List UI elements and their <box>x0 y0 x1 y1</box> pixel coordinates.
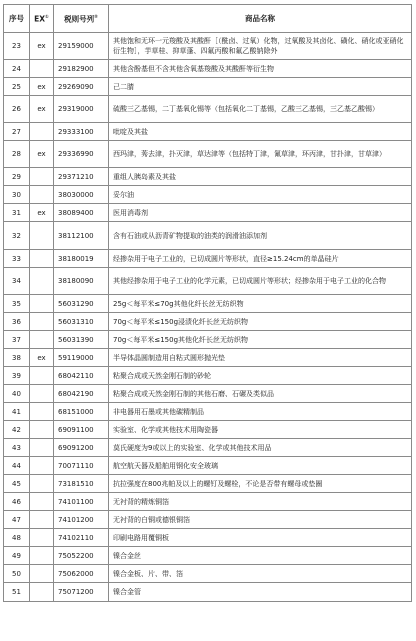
cell-seq: 34 <box>4 268 30 295</box>
cell-ex <box>30 385 54 403</box>
cell-name: 航空航天器及船舶用钢化安全玻璃 <box>109 457 412 475</box>
cell-code: 38112100 <box>54 222 109 250</box>
table-row <box>4 529 412 547</box>
cell-seq: 42 <box>4 421 30 439</box>
cell-code: 29269090 <box>54 78 109 96</box>
cell-ex: ex <box>30 141 54 168</box>
cell-name: 无衬背的精炼铜箔 <box>109 493 412 511</box>
cell-name: 镍合金管 <box>109 583 412 602</box>
cell-ex <box>30 547 54 565</box>
cell-code: 29182900 <box>54 60 109 78</box>
table-header-row <box>4 5 412 33</box>
cell-seq: 45 <box>4 475 30 493</box>
cell-code: 29319000 <box>54 96 109 123</box>
tariff-table <box>3 4 412 602</box>
table-row <box>4 204 412 222</box>
cell-name: 重组人胰岛素及其盐 <box>109 168 412 186</box>
cell-seq: 35 <box>4 295 30 313</box>
header-ex: EX① <box>30 5 54 33</box>
cell-seq: 32 <box>4 222 30 250</box>
table-row <box>4 295 412 313</box>
cell-name: 70g＜每平米≤150g其他化纤长丝无纺织物 <box>109 331 412 349</box>
table-row <box>4 141 412 168</box>
cell-code: 59119000 <box>54 349 109 367</box>
header-code: 税则号列② <box>54 5 109 33</box>
cell-seq: 47 <box>4 511 30 529</box>
cell-seq: 38 <box>4 349 30 367</box>
cell-code: 74101200 <box>54 511 109 529</box>
cell-ex <box>30 367 54 385</box>
cell-seq: 27 <box>4 123 30 141</box>
cell-name: 实验室、化学或其他技术用陶瓷器 <box>109 421 412 439</box>
cell-code: 75062000 <box>54 565 109 583</box>
cell-name: 抗拉强度在800兆帕及以上的螺钉及螺栓，不论是否带有螺母或垫圈 <box>109 475 412 493</box>
cell-name: 医用消毒剂 <box>109 204 412 222</box>
cell-name: 硫酸三乙基锡，二丁基氧化锡等（包括氧化二丁基锡，乙酸三乙基锡，三乙基乙酸锡） <box>109 96 412 123</box>
cell-ex: ex <box>30 204 54 222</box>
cell-name: 其他经掺杂用于电子工业的化学元素，已切成圆片等形状；经掺杂用于电子工业的化合物 <box>109 268 412 295</box>
table-row <box>4 475 412 493</box>
cell-ex: ex <box>30 349 54 367</box>
table-row <box>4 96 412 123</box>
cell-name: 半导体晶圆制造用自粘式圆形抛光垫 <box>109 349 412 367</box>
cell-ex <box>30 222 54 250</box>
cell-ex <box>30 168 54 186</box>
cell-ex <box>30 60 54 78</box>
cell-seq: 36 <box>4 313 30 331</box>
cell-code: 75071200 <box>54 583 109 602</box>
table-row <box>4 421 412 439</box>
cell-ex <box>30 295 54 313</box>
cell-ex <box>30 511 54 529</box>
cell-name: 吡啶及其盐 <box>109 123 412 141</box>
cell-name: 己二腈 <box>109 78 412 96</box>
cell-name: 西玛津，莠去津，扑灭津，草达津等（包括特丁津，氰草津，环丙津，甘扑津，甘草津） <box>109 141 412 168</box>
cell-seq: 28 <box>4 141 30 168</box>
cell-name: 其他含酚基但不含其他含氧基羧酸及其酸酐等衍生物 <box>109 60 412 78</box>
cell-code: 68042110 <box>54 367 109 385</box>
table-row <box>4 439 412 457</box>
cell-name: 粘聚合成或天然金刚石制的其他石磨、石碾及类似品 <box>109 385 412 403</box>
cell-seq: 49 <box>4 547 30 565</box>
table-row <box>4 583 412 602</box>
table-row <box>4 493 412 511</box>
cell-seq: 39 <box>4 367 30 385</box>
table-row <box>4 123 412 141</box>
cell-name: 非电器用石墨或其他碳精制品 <box>109 403 412 421</box>
cell-code: 68042190 <box>54 385 109 403</box>
table-row <box>4 186 412 204</box>
cell-seq: 50 <box>4 565 30 583</box>
cell-name: 印刷电路用覆铜板 <box>109 529 412 547</box>
table-row <box>4 403 412 421</box>
table-row <box>4 313 412 331</box>
cell-ex <box>30 313 54 331</box>
cell-seq: 26 <box>4 96 30 123</box>
cell-code: 56031310 <box>54 313 109 331</box>
cell-seq: 44 <box>4 457 30 475</box>
cell-code: 68151000 <box>54 403 109 421</box>
header-name: 商品名称 <box>109 5 412 33</box>
cell-seq: 46 <box>4 493 30 511</box>
cell-code: 74101100 <box>54 493 109 511</box>
cell-name: 经掺杂用于电子工业的，已切成圆片等形状，直径≥15.24cm的单晶硅片 <box>109 250 412 268</box>
cell-seq: 43 <box>4 439 30 457</box>
cell-name: 镍合金板、片、带、箔 <box>109 565 412 583</box>
cell-code: 29336990 <box>54 141 109 168</box>
cell-seq: 41 <box>4 403 30 421</box>
cell-name: 无衬背的白铜或德银铜箔 <box>109 511 412 529</box>
cell-code: 74102110 <box>54 529 109 547</box>
cell-ex <box>30 123 54 141</box>
cell-code: 38180090 <box>54 268 109 295</box>
cell-code: 56031290 <box>54 295 109 313</box>
table-row <box>4 547 412 565</box>
cell-ex <box>30 421 54 439</box>
cell-ex <box>30 475 54 493</box>
cell-ex: ex <box>30 78 54 96</box>
cell-seq: 33 <box>4 250 30 268</box>
table-row <box>4 60 412 78</box>
cell-code: 75052200 <box>54 547 109 565</box>
table-row <box>4 385 412 403</box>
cell-ex <box>30 268 54 295</box>
cell-ex <box>30 403 54 421</box>
table-row <box>4 33 412 60</box>
table-row <box>4 367 412 385</box>
cell-code: 29333100 <box>54 123 109 141</box>
cell-ex <box>30 493 54 511</box>
cell-seq: 23 <box>4 33 30 60</box>
cell-ex <box>30 186 54 204</box>
table-row <box>4 565 412 583</box>
cell-name: 其他饱和无环一元羧酸及其酸酐［（酰卤、过氧）化物，过氧酸及其卤化、磺化、硝化或亚硝化衍生物］，芋草桂、抑草蓬、四氟丙酸和氟乙酸钠除外 <box>109 33 412 60</box>
cell-ex <box>30 529 54 547</box>
table-row <box>4 78 412 96</box>
cell-code: 29371210 <box>54 168 109 186</box>
table-row <box>4 250 412 268</box>
table-row <box>4 331 412 349</box>
cell-name: 25g＜每平米≤70g其他化纤长丝无纺织物 <box>109 295 412 313</box>
cell-seq: 37 <box>4 331 30 349</box>
cell-code: 73181510 <box>54 475 109 493</box>
cell-code: 70071110 <box>54 457 109 475</box>
cell-ex <box>30 583 54 602</box>
cell-ex <box>30 565 54 583</box>
cell-name: 妥尔油 <box>109 186 412 204</box>
cell-name: 莫氏硬度为9或以上的实验室、化学或其他技术用品 <box>109 439 412 457</box>
cell-ex <box>30 457 54 475</box>
table-row <box>4 511 412 529</box>
cell-seq: 48 <box>4 529 30 547</box>
cell-seq: 31 <box>4 204 30 222</box>
cell-seq: 40 <box>4 385 30 403</box>
cell-code: 69091200 <box>54 439 109 457</box>
cell-name: 含有石油或从沥青矿物提取的油类的润滑油添加剂 <box>109 222 412 250</box>
cell-code: 56031390 <box>54 331 109 349</box>
table-row <box>4 222 412 250</box>
table-row <box>4 349 412 367</box>
cell-name: 镍合金丝 <box>109 547 412 565</box>
cell-code: 38180019 <box>54 250 109 268</box>
table-row <box>4 168 412 186</box>
cell-code: 69091100 <box>54 421 109 439</box>
cell-seq: 24 <box>4 60 30 78</box>
cell-seq: 29 <box>4 168 30 186</box>
cell-ex <box>30 250 54 268</box>
cell-ex: ex <box>30 96 54 123</box>
cell-code: 38089400 <box>54 204 109 222</box>
cell-ex <box>30 439 54 457</box>
cell-code: 29159000 <box>54 33 109 60</box>
cell-name: 70g＜每平米≤150g浸渍化纤长丝无纺织物 <box>109 313 412 331</box>
cell-ex <box>30 331 54 349</box>
table-row <box>4 457 412 475</box>
header-seq: 序号 <box>4 5 30 33</box>
cell-code: 38030000 <box>54 186 109 204</box>
table-row <box>4 268 412 295</box>
cell-seq: 51 <box>4 583 30 602</box>
cell-ex: ex <box>30 33 54 60</box>
cell-seq: 25 <box>4 78 30 96</box>
cell-seq: 30 <box>4 186 30 204</box>
cell-name: 粘聚合成或天然金刚石制的砂轮 <box>109 367 412 385</box>
